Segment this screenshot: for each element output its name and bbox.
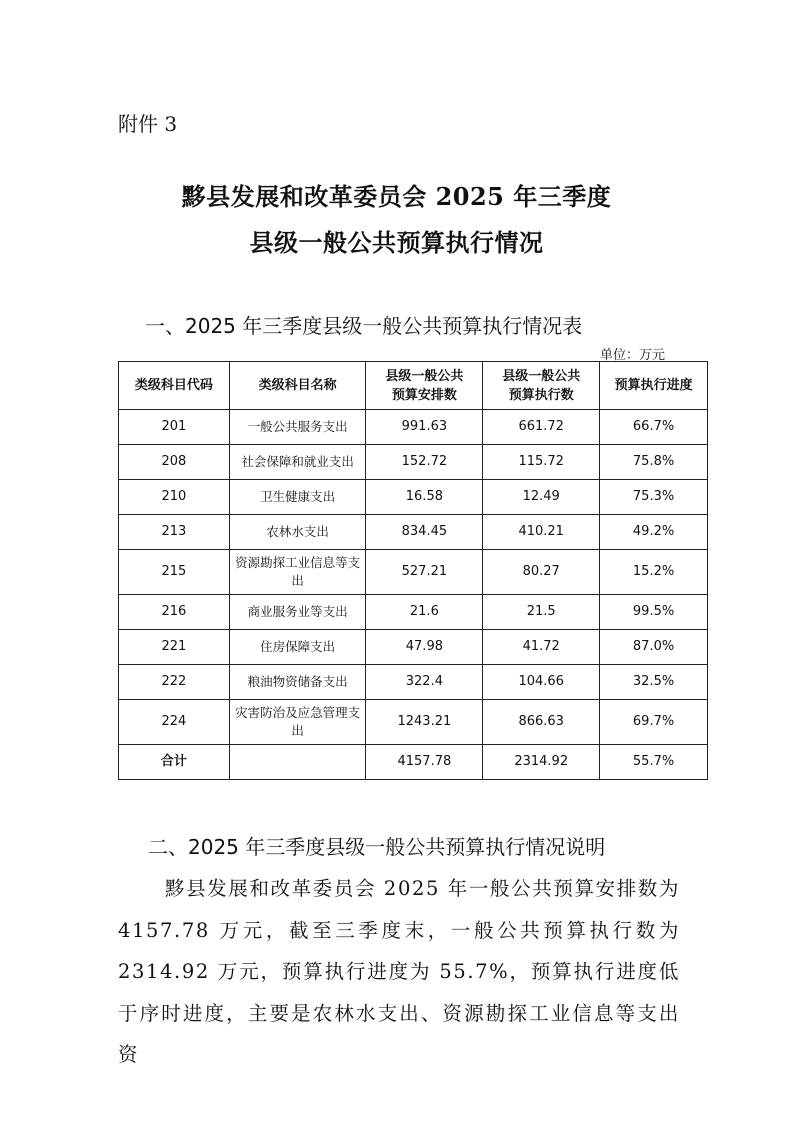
cell-budget: 16.58 [366, 480, 483, 515]
table-row [119, 665, 708, 700]
cell-executed: 41.72 [483, 630, 600, 665]
cell-code: 合计 [119, 745, 230, 780]
cell-name: 农林水支出 [229, 515, 366, 550]
cell-progress: 75.3% [600, 480, 708, 515]
budget-table [118, 361, 708, 780]
cell-progress: 99.5% [600, 595, 708, 630]
cell-name: 卫生健康支出 [229, 480, 366, 515]
table-row [119, 630, 708, 665]
table-row [119, 700, 708, 745]
cell-executed: 2314.92 [483, 745, 600, 780]
cell-name: 商业服务业等支出 [229, 595, 366, 630]
header-budget: 县级一般公共预算安排数 [366, 362, 483, 410]
cell-executed: 80.27 [483, 550, 600, 595]
header-executed: 县级一般公共预算执行数 [483, 362, 600, 410]
table-row [119, 480, 708, 515]
cell-executed: 115.72 [483, 445, 600, 480]
attachment-label: 附件 3 [118, 112, 178, 136]
section-2-heading: 二、2025 年三季度县级一般公共预算执行情况说明 [148, 835, 606, 859]
cell-progress: 32.5% [600, 665, 708, 700]
cell-code: 201 [119, 410, 230, 445]
cell-executed: 866.63 [483, 700, 600, 745]
table-header-row [119, 362, 708, 410]
cell-executed: 661.72 [483, 410, 600, 445]
cell-code: 222 [119, 665, 230, 700]
cell-code: 224 [119, 700, 230, 745]
cell-code: 216 [119, 595, 230, 630]
table-row [119, 595, 708, 630]
cell-progress: 15.2% [600, 550, 708, 595]
cell-code: 221 [119, 630, 230, 665]
document-title-line-2: 县级一般公共预算执行情况 [249, 228, 544, 257]
cell-budget: 322.4 [366, 665, 483, 700]
table-row [119, 515, 708, 550]
cell-budget: 991.63 [366, 410, 483, 445]
cell-name: 资源勘探工业信息等支出 [229, 550, 366, 595]
cell-name: 社会保障和就业支出 [229, 445, 366, 480]
cell-name: 住房保障支出 [229, 630, 366, 665]
cell-code: 213 [119, 515, 230, 550]
cell-executed: 12.49 [483, 480, 600, 515]
cell-progress: 66.7% [600, 410, 708, 445]
cell-budget: 1243.21 [366, 700, 483, 745]
cell-progress: 75.8% [600, 445, 708, 480]
section-1-heading: 一、2025 年三季度县级一般公共预算执行情况表 [145, 314, 583, 338]
cell-name: 一般公共服务支出 [229, 410, 366, 445]
cell-progress: 69.7% [600, 700, 708, 745]
header-code: 类级科目代码 [119, 362, 230, 410]
table-row [119, 550, 708, 595]
cell-progress: 49.2% [600, 515, 708, 550]
unit-label: 单位：万元 [600, 348, 666, 363]
cell-progress: 87.0% [600, 630, 708, 665]
table-row [119, 445, 708, 480]
explanation-paragraph: 黟县发展和改革委员会 2025 年一般公共预算安排数为 4157.78 万元，截至三季度末，一般公共预算执行数为 2314.92 万元，预算执行进度为 55.7%，预算执行进度低于序时进度，主要是农林水支出、资源勘探工业信息等支出资 [118, 877, 680, 1066]
header-progress: 预算执行进度 [600, 362, 708, 410]
document-title-line-1: 黟县发展和改革委员会 2025 年三季度 [181, 182, 612, 211]
cell-budget: 21.6 [366, 595, 483, 630]
cell-code: 208 [119, 445, 230, 480]
cell-executed: 21.5 [483, 595, 600, 630]
cell-code: 215 [119, 550, 230, 595]
cell-budget: 47.98 [366, 630, 483, 665]
table-row [119, 745, 708, 780]
cell-executed: 410.21 [483, 515, 600, 550]
cell-budget: 152.72 [366, 445, 483, 480]
cell-code: 210 [119, 480, 230, 515]
cell-budget: 4157.78 [366, 745, 483, 780]
cell-name: 灾害防治及应急管理支出 [229, 700, 366, 745]
cell-name: 粮油物资储备支出 [229, 665, 366, 700]
cell-executed: 104.66 [483, 665, 600, 700]
table-row [119, 410, 708, 445]
cell-budget: 834.45 [366, 515, 483, 550]
cell-budget: 527.21 [366, 550, 483, 595]
header-name: 类级科目名称 [229, 362, 366, 410]
cell-name [229, 745, 366, 780]
cell-progress: 55.7% [600, 745, 708, 780]
